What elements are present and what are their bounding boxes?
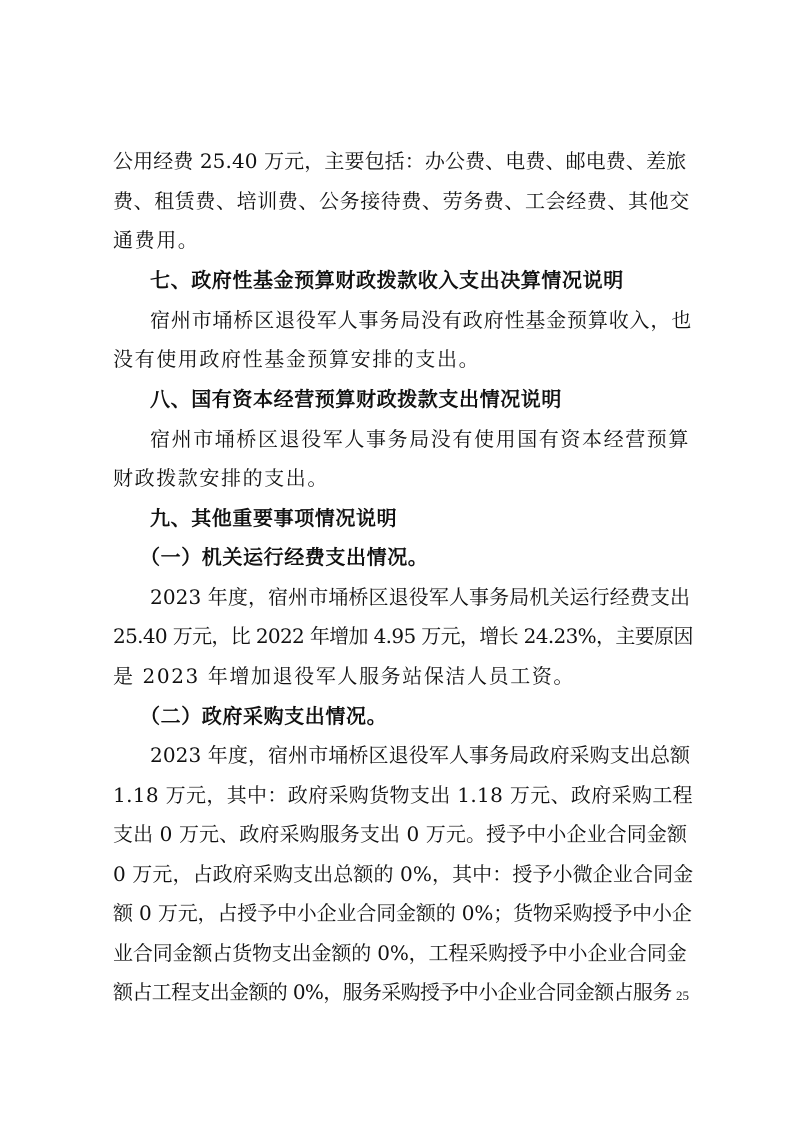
body-text-line: 额占工程支出金额的 0%，服务采购授予中小企业合同金额占服务 <box>113 980 672 1004</box>
section-heading-8: 八、国有资本经营预算财政拨款支出情况说明 <box>150 387 562 411</box>
body-text-line: 财政拨款安排的支出。 <box>113 466 329 490</box>
body-text-line: 25.40 万元，比 2022 年增加 4.95 万元，增长 24.23%，主要原因 <box>113 624 693 648</box>
body-text-line: 0 万元，占政府采购支出总额的 0%，其中：授予小微企业合同金 <box>113 862 694 886</box>
body-text-line: 1.18 万元，其中：政府采购货物支出 1.18 万元、政府采购工程 <box>113 783 694 807</box>
body-text-line: 2023 年度，宿州市埇桥区退役军人事务局机关运行经费支出 <box>150 585 691 609</box>
body-text-line: 通费用。 <box>113 228 200 252</box>
body-text-line: 宿州市埇桥区退役军人事务局没有使用国有资本经营预算 <box>150 427 690 451</box>
section-heading-9: 九、其他重要事项情况说明 <box>150 506 398 530</box>
body-text-line: 业合同金额占货物支出金额的 0%，工程采购授予中小企业合同金 <box>113 941 687 965</box>
body-text-line: 公用经费 25.40 万元，主要包括：办公费、电费、邮电费、差旅 <box>113 149 687 173</box>
body-text-line: 额 0 万元，占授予中小企业合同金额的 0%；货物采购授予中小企 <box>113 901 692 925</box>
subsection-heading-1: （一）机关运行经费支出情况。 <box>140 545 429 569</box>
body-text-line: 是 2023 年增加退役军人服务站保洁人员工资。 <box>113 664 576 688</box>
page-number: 25 <box>676 988 689 1003</box>
body-text-line: 没有使用政府性基金预算安排的支出。 <box>113 347 481 371</box>
section-heading-7: 七、政府性基金预算财政拨款收入支出决算情况说明 <box>150 268 624 292</box>
body-text-line: 2023 年度，宿州市埇桥区退役军人事务局政府采购支出总额 <box>150 743 691 767</box>
body-text-line: 宿州市埇桥区退役军人事务局没有政府性基金预算收入，也 <box>150 308 693 332</box>
body-text-line: 支出 0 万元、政府采购服务支出 0 万元。授予中小企业合同金额 <box>113 822 688 846</box>
body-text-line: 费、租赁费、培训费、公务接待费、劳务费、工会经费、其他交 <box>113 189 690 213</box>
subsection-heading-2: （二）政府采购支出情况。 <box>140 704 388 728</box>
